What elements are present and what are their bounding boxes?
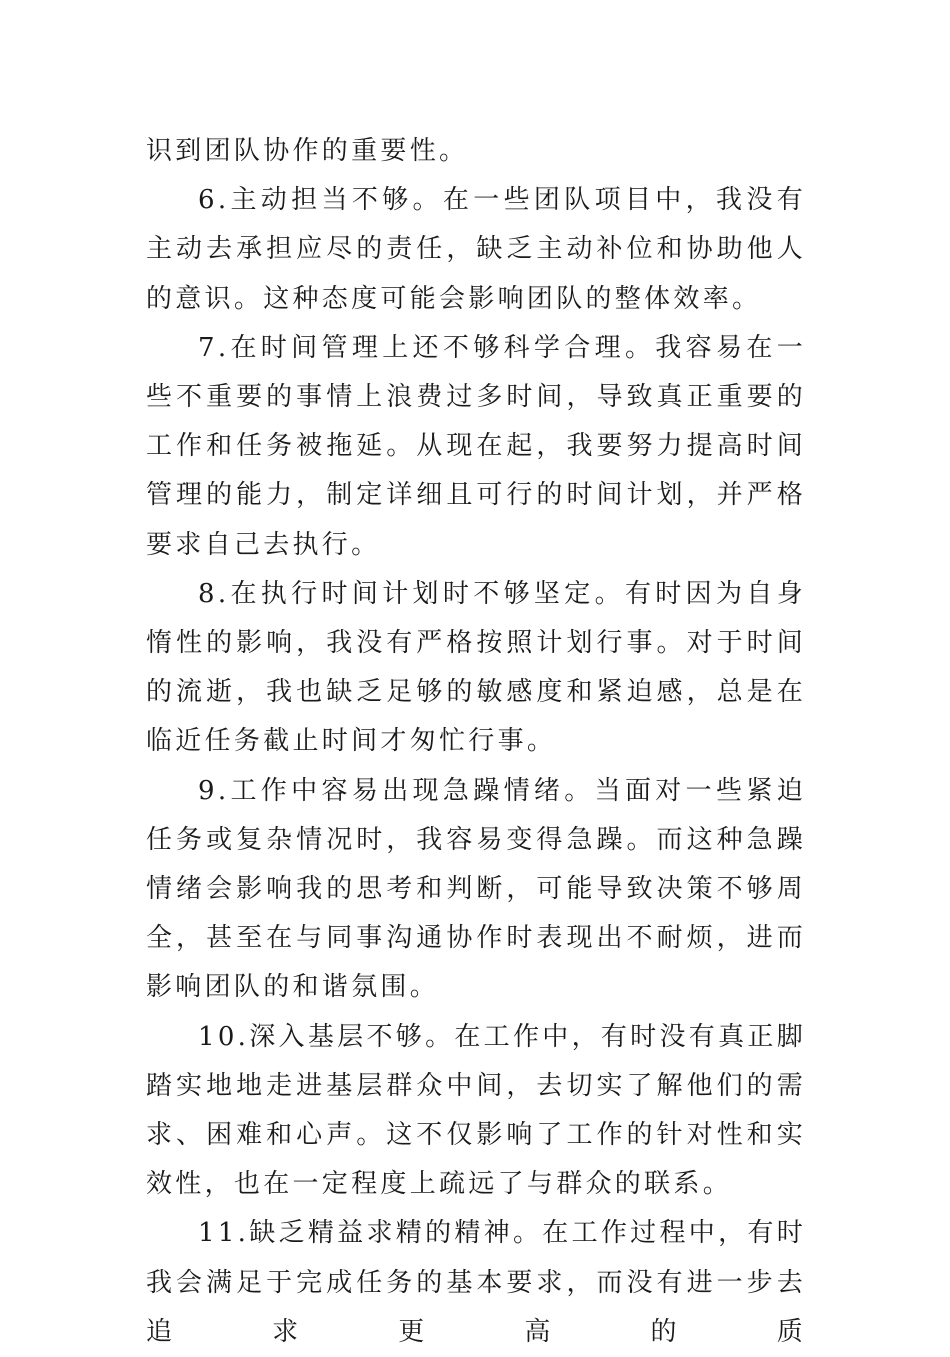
paragraph-item-7: 7.在时间管理上还不够科学合理。我容易在一些不重要的事情上浪费过多时间，导致真正重要的工作和任务被拖延。从现在起，我要努力提高时间管理的能力，制定详细且可行的时间计划，并严格要求自己去执行。 [146,332,806,560]
paragraph-continuation: 识到团队协作的重要性。 [146,136,469,166]
document-page [146,127,806,1357]
paragraph-item-9: 9.工作中容易出现急躁情绪。当面对一些紧迫任务或复杂情况时，我容易变得急躁。而这种急躁情绪会影响我的思考和判断，可能导致决策不够周全，甚至在与同事沟通协作时表现出不耐烦，进而影响团队的和谐氛围。 [146,775,806,1003]
paragraph-item-8: 8.在执行时间计划时不够坚定。有时因为自身惰性的影响，我没有严格按照计划行事。对于时间的流逝，我也缺乏足够的敏感度和紧迫感，总是在临近任务截止时间才匆忙行事。 [146,578,806,757]
paragraph-item-6: 6.主动担当不够。在一些团队项目中，我没有主动去承担应尽的责任，缺乏主动补位和协助他人的意识。这种态度可能会影响团队的整体效率。 [146,185,806,314]
paragraph-item-11: 11.缺乏精益求精的精神。在工作过程中，有时我会满足于完成任务的基本要求，而没有进一步去追求更高的质 [146,1218,806,1347]
paragraph-item-10: 10.深入基层不够。在工作中，有时没有真正脚踏实地地走进基层群众中间，去切实了解他们的需求、困难和心声。这不仅影响了工作的针对性和实效性，也在一定程度上疏远了与群众的联系。 [146,1021,806,1200]
